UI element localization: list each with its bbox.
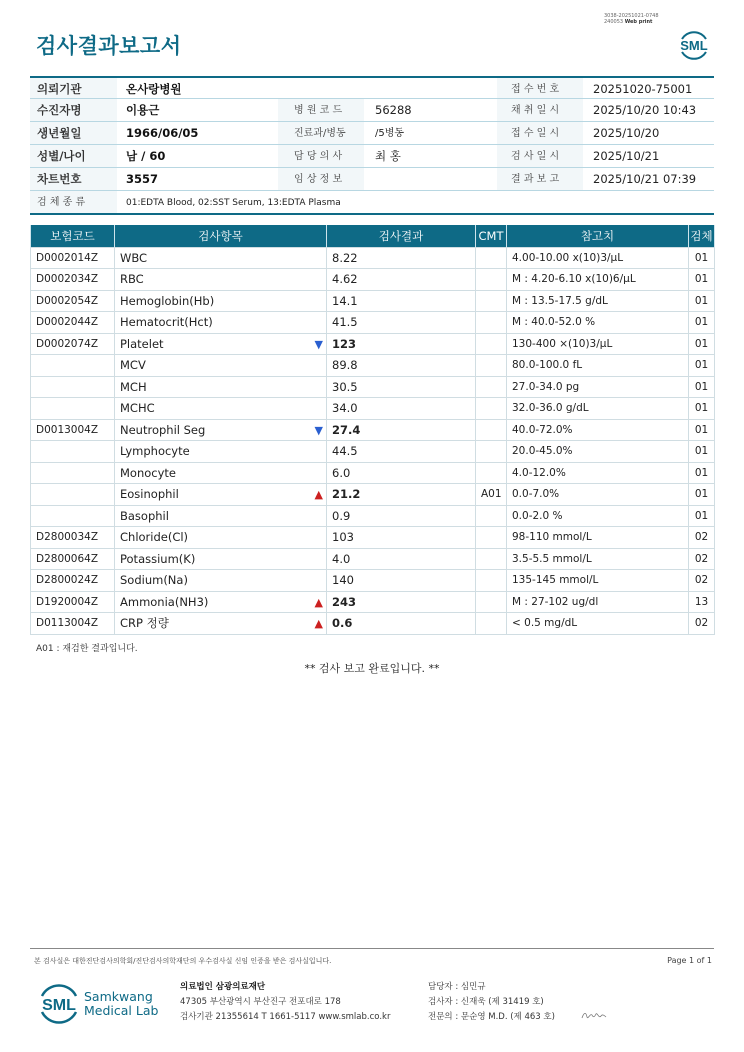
test-item-label: Lymphocyte — [120, 444, 190, 459]
dept-label: 진료과/병동 — [294, 128, 346, 139]
info-row-chart — [30, 168, 714, 191]
table-row — [31, 462, 715, 484]
reference-range: M : 13.5-17.5 g/dL — [507, 290, 689, 312]
insurance-code — [31, 355, 115, 377]
reference-range: M : 4.20-6.10 x(10)6/μL — [507, 269, 689, 291]
low-flag-icon: ▼ — [314, 423, 323, 437]
test-item-label: Chloride(Cl) — [120, 530, 189, 545]
insurance-code — [31, 484, 115, 506]
table-row — [31, 419, 715, 441]
insurance-code: D1920004Z — [31, 591, 115, 613]
specimen-code: 01 — [689, 505, 715, 527]
cmt-code — [476, 613, 507, 635]
test-item-label: MCH — [120, 379, 147, 394]
test-result: 4.62 — [327, 269, 476, 291]
test-item — [115, 441, 327, 463]
specimen-code: 01 — [689, 398, 715, 420]
table-row — [31, 312, 715, 334]
test-date-value: 2025/10/21 — [593, 149, 660, 163]
hospital-code-label: 병 원 코 드 — [294, 105, 343, 116]
test-item-label: Hematocrit(Hct) — [120, 315, 213, 330]
table-row — [31, 355, 715, 377]
specimen-value: 01:EDTA Blood, 02:SST Serum, 13:EDTA Plasma — [126, 198, 341, 208]
doctor-value: 최 홍 — [375, 149, 401, 163]
report-value: 2025/10/21 07:39 — [593, 172, 697, 186]
test-item-label: Sodium(Na) — [120, 573, 188, 588]
test-result: 8.22 — [327, 247, 476, 269]
test-result: 41.5 — [327, 312, 476, 334]
lab-name — [84, 990, 158, 1018]
specimen-label: 검 체 종 류 — [37, 197, 86, 208]
reference-range: 40.0-72.0% — [507, 419, 689, 441]
insurance-code: D0002054Z — [31, 290, 115, 312]
test-item — [115, 333, 327, 355]
chart-value: 3557 — [126, 172, 159, 186]
test-item-label: Basophil — [120, 508, 169, 523]
test-item — [115, 548, 327, 570]
reference-range: 3.5-5.5 mmol/L — [507, 548, 689, 570]
lab-contact: 검사기관 21355614 T 1661-5117 www.smlab.co.kr — [180, 1012, 391, 1022]
patient-info — [30, 76, 714, 215]
specimen-code: 01 — [689, 355, 715, 377]
col-header-reference: 참고치 — [507, 225, 689, 247]
reception-no-value: 20251020-75001 — [593, 82, 693, 96]
specimen-code: 02 — [689, 527, 715, 549]
col-header-code: 보험코드 — [31, 225, 115, 247]
high-flag-icon: ▲ — [314, 595, 323, 609]
table-row — [31, 333, 715, 355]
specimen-code: 02 — [689, 613, 715, 635]
cmt-code — [476, 333, 507, 355]
test-item-label: MCV — [120, 358, 146, 373]
institution-value: 온사랑병원 — [126, 82, 182, 96]
document-code — [604, 13, 659, 25]
table-row — [31, 376, 715, 398]
reception-no-label: 접 수 번 호 — [511, 84, 560, 95]
table-row — [31, 441, 715, 463]
page-number: Page 1 of 1 — [667, 956, 712, 965]
test-result: 14.1 — [327, 290, 476, 312]
test-item — [115, 613, 327, 635]
specimen-code: 01 — [689, 484, 715, 506]
table-row — [31, 570, 715, 592]
institution-label: 의뢰기관 — [37, 82, 82, 96]
document-code-line1: 3038-20251021-0748 — [604, 13, 659, 19]
birth-label: 생년월일 — [37, 126, 82, 140]
reference-range: 0.0-7.0% — [507, 484, 689, 506]
test-item-label: RBC — [120, 272, 144, 287]
col-header-result: 검사결과 — [327, 225, 476, 247]
insurance-code — [31, 398, 115, 420]
reference-range: 4.0-12.0% — [507, 462, 689, 484]
specimen-code: 01 — [689, 312, 715, 334]
samkwang-logo-icon — [36, 980, 82, 1026]
table-row — [31, 290, 715, 312]
page-title: 검사결과보고서 — [36, 34, 182, 58]
low-flag-icon: ▼ — [314, 337, 323, 351]
foundation-name: 의료법인 삼광의료재단 — [180, 982, 266, 992]
test-item-label: Platelet — [120, 336, 164, 351]
reference-range: M : 40.0-52.0 % — [507, 312, 689, 334]
specimen-code: 13 — [689, 591, 715, 613]
insurance-code — [31, 505, 115, 527]
test-item — [115, 484, 327, 506]
cmt-code — [476, 548, 507, 570]
test-item — [115, 398, 327, 420]
table-row — [31, 269, 715, 291]
cmt-code — [476, 419, 507, 441]
test-result: 0.6 — [327, 613, 476, 635]
doctor-label: 담 당 의 사 — [294, 151, 343, 162]
table-row — [31, 398, 715, 420]
reference-range: 20.0-45.0% — [507, 441, 689, 463]
reference-range: M : 27-102 ug/dl — [507, 591, 689, 613]
certification-text: 본 검사실은 대한진단검사의학회/진단검사의학재단의 우수검사실 신임 인증을 받은 검사실입니다. — [34, 957, 332, 965]
svg-text:SML: SML — [680, 38, 708, 53]
test-result: 6.0 — [327, 462, 476, 484]
high-flag-icon: ▲ — [314, 617, 323, 630]
high-flag-icon: ▲ — [314, 488, 323, 501]
reference-range: 98-110 mmol/L — [507, 527, 689, 549]
reference-range: 32.0-36.0 g/dL — [507, 398, 689, 420]
cmt-code — [476, 290, 507, 312]
table-row — [31, 548, 715, 570]
col-header-item: 검사항목 — [115, 225, 327, 247]
footer-divider — [30, 948, 714, 949]
lab-name-line1: Samkwang — [84, 989, 153, 1004]
cmt-code — [476, 570, 507, 592]
insurance-code: D2800064Z — [31, 548, 115, 570]
insurance-code — [31, 376, 115, 398]
completion-message: ** 검사 보고 완료입니다. ** — [304, 662, 440, 675]
chart-label: 차트번호 — [37, 172, 82, 186]
test-item-label: WBC — [120, 250, 148, 265]
specimen-code: 02 — [689, 570, 715, 592]
lab-address: 47305 부산광역시 부산진구 전포대로 178 — [180, 997, 341, 1007]
col-header-cmt: CMT — [476, 225, 507, 247]
test-result: 0.9 — [327, 505, 476, 527]
birth-value: 1966/06/05 — [126, 126, 199, 140]
info-row-patient — [30, 99, 714, 122]
specimen-code: 01 — [689, 419, 715, 441]
cmt-code — [476, 376, 507, 398]
cmt-code — [476, 527, 507, 549]
insurance-code: D0002044Z — [31, 312, 115, 334]
cmt-code — [476, 247, 507, 269]
cmt-code — [476, 398, 507, 420]
test-item — [115, 591, 327, 613]
test-item — [115, 355, 327, 377]
insurance-code: D0002074Z — [31, 333, 115, 355]
results-body — [31, 247, 715, 634]
test-item-label: Ammonia(NH3) — [120, 594, 209, 609]
insurance-code — [31, 441, 115, 463]
test-result: 103 — [327, 527, 476, 549]
specimen-code: 01 — [689, 247, 715, 269]
test-item-label: Eosinophil — [120, 487, 179, 502]
cmt-code — [476, 355, 507, 377]
reference-range: 130-400 ×(10)3/μL — [507, 333, 689, 355]
sml-logo-icon — [676, 26, 712, 62]
staff-list — [428, 980, 555, 1025]
cmt-code — [476, 441, 507, 463]
results-table — [30, 225, 715, 635]
specimen-code: 01 — [689, 441, 715, 463]
insurance-code: D0002034Z — [31, 269, 115, 291]
test-result: 34.0 — [327, 398, 476, 420]
staff-specialist: 전문의 : 문순영 M.D. (제 463 호) — [428, 1012, 555, 1022]
sex-age-value: 남 / 60 — [126, 149, 166, 163]
test-item — [115, 312, 327, 334]
insurance-code — [31, 462, 115, 484]
table-row — [31, 613, 715, 635]
test-item-label: Potassium(K) — [120, 551, 196, 566]
specimen-code: 02 — [689, 548, 715, 570]
info-row-specimen — [30, 191, 714, 215]
insurance-code: D0013004Z — [31, 419, 115, 441]
test-item-label: Monocyte — [120, 465, 176, 480]
test-item — [115, 247, 327, 269]
lab-name-line2: Medical Lab — [84, 1003, 159, 1018]
cmt-code — [476, 591, 507, 613]
sex-age-label: 성별/나이 — [37, 149, 86, 163]
table-row — [31, 247, 715, 269]
test-item — [115, 570, 327, 592]
staff-manager: 담당자 : 심민규 — [428, 982, 486, 992]
test-result: 243 — [327, 591, 476, 613]
table-row — [31, 527, 715, 549]
info-row-institution — [30, 76, 714, 99]
svg-text:SML: SML — [42, 997, 76, 1014]
reference-range: 0.0-2.0 % — [507, 505, 689, 527]
recv-date-label: 접 수 일 시 — [511, 128, 560, 139]
test-item-label: CRP 정량 — [120, 616, 169, 631]
cmt-code — [476, 505, 507, 527]
patient-label: 수진자명 — [37, 103, 82, 117]
test-item — [115, 290, 327, 312]
reference-range: 80.0-100.0 fL — [507, 355, 689, 377]
signature-icon — [580, 1009, 608, 1023]
reference-range: 4.00-10.00 x(10)3/μL — [507, 247, 689, 269]
insurance-code: D2800034Z — [31, 527, 115, 549]
test-item-label: MCHC — [120, 401, 155, 416]
table-row — [31, 505, 715, 527]
reference-range: 135-145 mmol/L — [507, 570, 689, 592]
test-result: 89.8 — [327, 355, 476, 377]
insurance-code: D0002014Z — [31, 247, 115, 269]
cmt-code: A01 — [476, 484, 507, 506]
hospital-code-value: 56288 — [375, 103, 412, 117]
specimen-code: 01 — [689, 290, 715, 312]
lab-details — [180, 980, 390, 1025]
collect-label: 채 취 일 시 — [511, 105, 560, 116]
col-header-specimen: 검체 — [689, 225, 715, 247]
table-row — [31, 484, 715, 506]
test-item — [115, 527, 327, 549]
test-result: 27.4 — [327, 419, 476, 441]
patient-value: 이용근 — [126, 103, 160, 117]
test-result: 30.5 — [327, 376, 476, 398]
staff-tester: 검사자 : 신재욱 (제 31419 호) — [428, 997, 544, 1007]
test-result: 44.5 — [327, 441, 476, 463]
specimen-code: 01 — [689, 462, 715, 484]
specimen-code: 01 — [689, 376, 715, 398]
collect-value: 2025/10/20 10:43 — [593, 103, 697, 117]
test-item — [115, 419, 327, 441]
test-result: 4.0 — [327, 548, 476, 570]
info-row-sex-age — [30, 145, 714, 168]
info-row-birth — [30, 122, 714, 145]
test-date-label: 검 사 일 시 — [511, 151, 560, 162]
test-item — [115, 462, 327, 484]
table-row — [31, 591, 715, 613]
cmt-note: A01 : 재검한 결과입니다. — [36, 644, 138, 654]
specimen-code: 01 — [689, 269, 715, 291]
results-header-row — [31, 225, 715, 247]
specimen-code: 01 — [689, 333, 715, 355]
test-item-label: Hemoglobin(Hb) — [120, 293, 215, 308]
cmt-code — [476, 269, 507, 291]
test-item — [115, 269, 327, 291]
dept-value: /5병동 — [375, 128, 405, 139]
cmt-code — [476, 462, 507, 484]
test-result: 140 — [327, 570, 476, 592]
test-item — [115, 376, 327, 398]
document-code-line2: 240053 Web print — [604, 19, 653, 25]
test-result: 21.2 — [327, 484, 476, 506]
clinical-label: 임 상 정 보 — [294, 174, 343, 185]
test-item-label: Neutrophil Seg — [120, 422, 206, 437]
recv-date-value: 2025/10/20 — [593, 126, 660, 140]
test-item — [115, 505, 327, 527]
insurance-code: D2800024Z — [31, 570, 115, 592]
cmt-code — [476, 312, 507, 334]
insurance-code: D0113004Z — [31, 613, 115, 635]
test-result: 123 — [327, 333, 476, 355]
reference-range: 27.0-34.0 pg — [507, 376, 689, 398]
report-label: 결 과 보 고 — [511, 174, 560, 185]
reference-range: < 0.5 mg/dL — [507, 613, 689, 635]
